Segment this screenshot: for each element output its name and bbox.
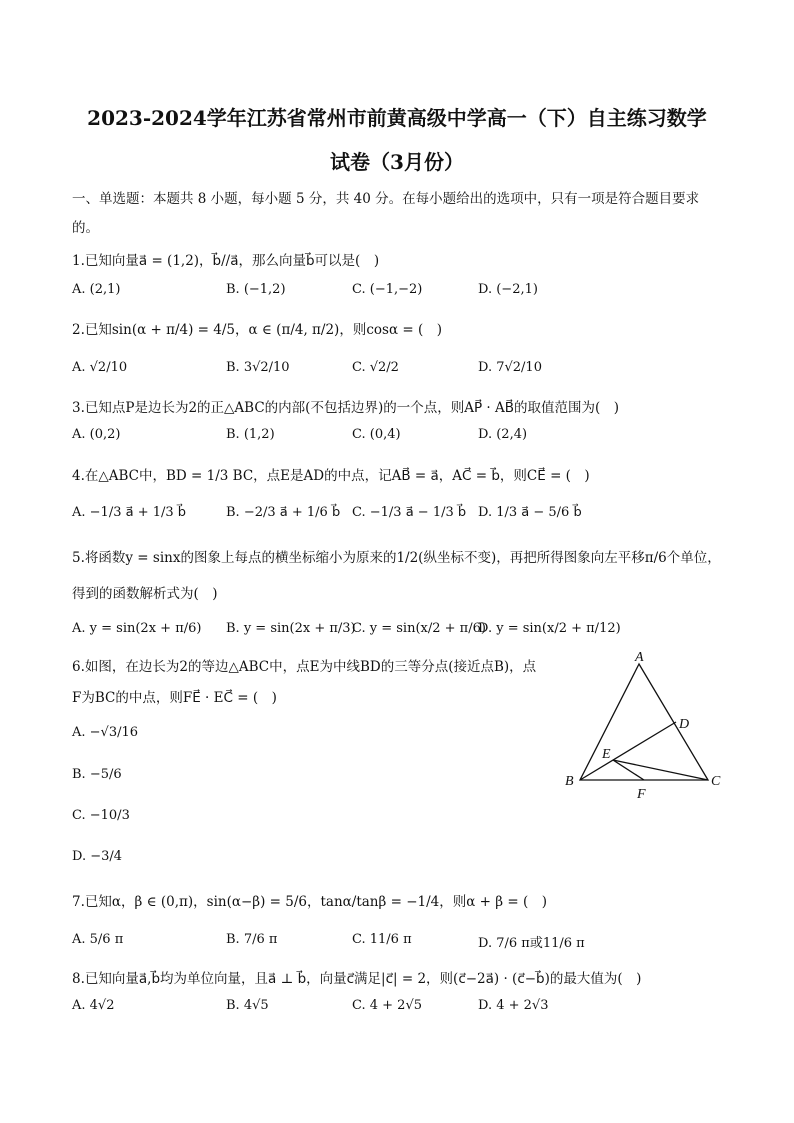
question-8-option-a: A. 4√2 [72,998,115,1013]
question-4-option-c: C. −1/3 a⃗ − 1/3 b⃗ [352,505,467,520]
question-3-option-b: B. (1,2) [226,427,275,442]
question-5-option-a: A. y = sin(2x + π/6) [72,621,202,636]
question-1-option-d: D. (−2,1) [478,282,538,297]
paper-title-line2: 试卷（3月份） [330,150,464,174]
label-f: F [637,787,646,802]
section-heading: 一、单选题：本题共 8 小题，每小题 5 分，共 40 分。在每小题给出的选项中，只有一项是符合题目要求 [72,191,700,207]
question-8-option-c: C. 4 + 2√5 [352,998,423,1013]
question-3-option-c: C. (0,4) [352,427,401,442]
question-1-option-b: B. (−1,2) [226,282,286,297]
question-7-option-b: B. 7/6 π [226,932,278,947]
label-e: E [602,747,611,762]
question-7-stem: 7.已知α，β ∈ (0,π)，sin(α−β) = 5/6，tanα/tanβ = −1/4，则α + β = ( ) [72,894,547,910]
question-4-option-a: A. −1/3 a⃗ + 1/3 b⃗ [72,505,187,520]
question-5-stem: 5.将函数y = sinx的图象上每点的横坐标缩小为原来的1/2(纵坐标不变)，再把所得图象向左平移π/6个单位， [72,550,721,566]
question-6-stem-cont: F为BC的中点，则FE⃗ · EC⃗ = ( ) [72,690,277,706]
question-8-option-b: B. 4√5 [226,998,269,1013]
question-2-option-c: C. √2/2 [352,360,399,375]
question-6-stem: 6.如图，在边长为2的等边△ABC中，点E为中线BD的三等分点(接近点B)，点 [72,659,537,675]
question-7-option-a: A. 5/6 π [72,932,124,947]
label-b: B [565,774,574,789]
question-1-option-c: C. (−1,−2) [352,282,423,297]
label-d: D [679,717,690,732]
question-1-stem: 1.已知向量a⃗ = (1,2)，b⃗//a⃗，那么向量b⃗可以是( ) [72,253,380,269]
question-4-option-d: D. 1/3 a⃗ − 5/6 b⃗ [478,505,582,520]
question-6-option-c: C. −10/3 [72,808,130,823]
question-2-stem: 2.已知sin(α + π/4) = 4/5，α ∈ (π/4, π/2)，则cosα = ( ) [72,322,442,338]
question-6-option-d: D. −3/4 [72,849,123,864]
question-2-option-a: A. √2/10 [72,360,128,375]
question-2-option-b: B. 3√2/10 [226,360,290,375]
segment-ec [613,760,708,780]
question-7-option-c: C. 11/6 π [352,932,412,947]
question-3-stem: 3.已知点P是边长为2的正△ABC的内部(不包括边界)的一个点，则AP⃗ · AB⃗的取值范围为( ) [72,400,620,416]
question-5-option-b: B. y = sin(2x + π/3) [226,621,356,636]
question-2-option-d: D. 7√2/10 [478,360,542,375]
paper-title-line1: 2023-2024学年江苏省常州市前黄高级中学高一（下）自主练习数学 [87,106,707,130]
question-5-option-c: C. y = sin(x/2 + π/6) [352,621,486,636]
question-4-stem: 4.在△ABC中，BD = 1/3 BC，点E是AD的中点，记AB⃗ = a⃗，AC⃗ = b⃗，则CE⃗ = ( ) [72,468,590,484]
question-1-option-a: A. (2,1) [72,282,121,297]
question-3-option-d: D. (2,4) [478,427,528,442]
question-8-option-d: D. 4 + 2√3 [478,998,549,1013]
question-5-stem-cont: 得到的函数解析式为( ) [72,586,218,602]
question-8-stem: 8.已知向量a⃗,b⃗均为单位向量，且a⃗ ⊥ b⃗，向量c⃗满足|c⃗| = 2，则(c⃗−2a⃗) · (c⃗−b⃗)的最大值为( ) [72,971,642,987]
triangle-figure [555,652,730,802]
question-6-option-a: A. −√3/16 [72,725,139,740]
question-3-option-a: A. (0,2) [72,427,121,442]
section-heading-cont: 的。 [72,220,99,236]
question-4-option-b: B. −2/3 a⃗ + 1/6 b⃗ [226,505,341,520]
question-5-option-d: D. y = sin(x/2 + π/12) [478,621,621,636]
question-6-option-b: B. −5/6 [72,767,122,782]
question-7-option-d: D. 7/6 π或11/6 π [478,936,585,951]
label-c: C [711,774,721,789]
label-a: A [635,652,644,665]
